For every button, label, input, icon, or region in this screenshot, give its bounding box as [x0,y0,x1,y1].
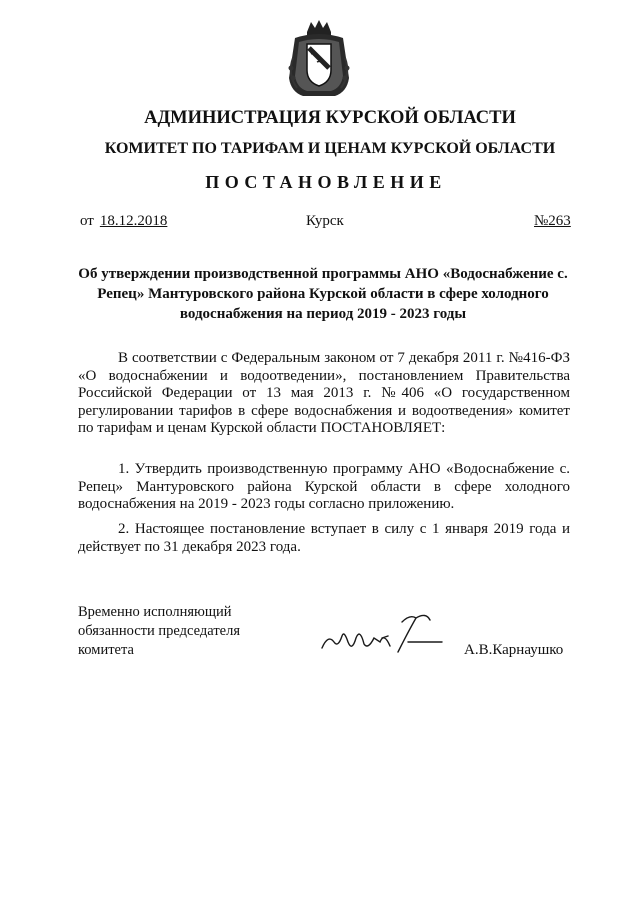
committee-name: КОМИТЕТ ПО ТАРИФАМ И ЦЕНАМ КУРСКОЙ ОБЛАСТИ [104,140,556,157]
item-1-text: 1. Утвердить производственную программу АНО «Водоснабжение с. Репец» Мантуровского района Курской области в сфере холодного водоснабжения на 2019 - 2023 годы согласно приложению. [78,461,570,513]
resolution-item-1 [78,461,570,514]
document-city: Курск [306,213,344,229]
date-value: 18.12.2018 [99,213,168,229]
item-2-text: 2. Настоящее постановление вступает в силу с 1 января 2019 года и действует по 31 декабря 2023 года. [78,521,570,555]
signer-position: Временно исполняющий обязанности председателя комитета [78,604,240,658]
preamble-paragraph [78,350,570,438]
date-prefix: от [80,213,94,229]
document-type: ПОСТАНОВЛЕНИЕ [205,172,447,192]
handwritten-signature [318,608,448,660]
coat-of-arms-emblem [285,18,353,100]
organization-name: АДМИНИСТРАЦИЯ КУРСКОЙ ОБЛАСТИ [144,108,516,128]
signer-name: А.В.Карнаушко [464,642,564,658]
resolution-item-2 [78,521,570,556]
preamble-text: В соответствии с Федеральным законом от 7 декабря 2011 г. №416-ФЗ «О водоснабжении и водоотведении», постановлением Правительства Российской Федерации от 13 мая 2013 г. №406 «О государственном регулировании тарифов в сфере водоснабжения и водоотведения» комитет по тарифам и ценам Курской области ПОСТАНОВЛЯЕТ: [78,350,570,437]
document-date [80,213,167,230]
document-number: №263 [534,213,571,229]
document-title: Об утверждении производственной программы АНО «Водоснабжение с. Репец» Мантуровского района Курской области в сфере холодного водоснабжения на период 2019 - 2023 годы [78,266,568,322]
